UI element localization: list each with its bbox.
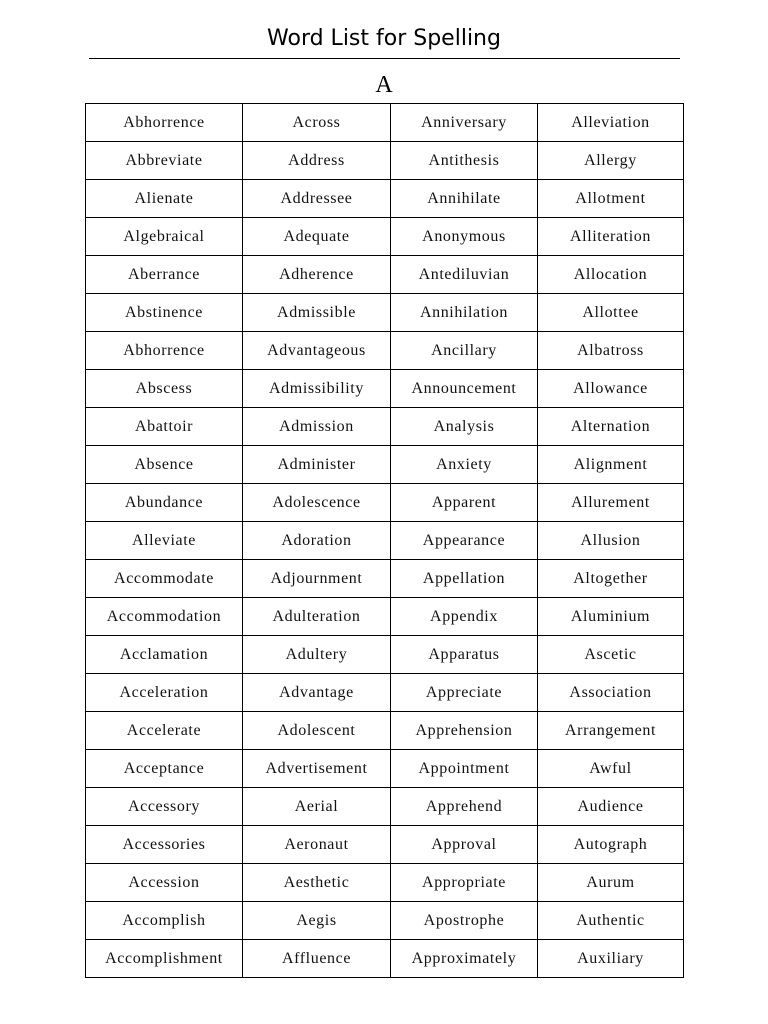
word-cell: Allurement <box>538 484 684 522</box>
word-cell: Ascetic <box>538 636 684 674</box>
word-cell: Alliteration <box>538 218 684 256</box>
word-cell: Antediluvian <box>391 256 538 294</box>
word-cell: Aberrance <box>86 256 243 294</box>
word-cell: Administer <box>243 446 391 484</box>
word-cell: Altogether <box>538 560 684 598</box>
word-cell: Admissible <box>243 294 391 332</box>
word-cell: Anonymous <box>391 218 538 256</box>
word-cell: Adequate <box>243 218 391 256</box>
table-row <box>86 408 684 446</box>
word-cell: Adultery <box>243 636 391 674</box>
word-cell: Acceptance <box>86 750 243 788</box>
word-cell: Admission <box>243 408 391 446</box>
word-cell: Address <box>243 142 391 180</box>
word-cell: Allergy <box>538 142 684 180</box>
word-cell: Aegis <box>243 902 391 940</box>
table-row <box>86 712 684 750</box>
word-cell: Awful <box>538 750 684 788</box>
word-cell: Apparent <box>391 484 538 522</box>
word-cell: Apparatus <box>391 636 538 674</box>
word-cell: Allotment <box>538 180 684 218</box>
word-cell: Alienate <box>86 180 243 218</box>
table-row <box>86 446 684 484</box>
table-row <box>86 560 684 598</box>
word-cell: Apostrophe <box>391 902 538 940</box>
word-cell: Annihilation <box>391 294 538 332</box>
word-cell: Accommodation <box>86 598 243 636</box>
word-cell: Advantageous <box>243 332 391 370</box>
word-cell: Admissibility <box>243 370 391 408</box>
table-row <box>86 902 684 940</box>
word-cell: Appreciate <box>391 674 538 712</box>
word-cell: Abundance <box>86 484 243 522</box>
word-cell: Autograph <box>538 826 684 864</box>
word-cell: Abattoir <box>86 408 243 446</box>
word-cell: Appendix <box>391 598 538 636</box>
word-cell: Alternation <box>538 408 684 446</box>
word-cell: Alleviate <box>86 522 243 560</box>
word-table <box>85 103 684 978</box>
word-cell: Accommodate <box>86 560 243 598</box>
word-cell: Acclamation <box>86 636 243 674</box>
table-row <box>86 180 684 218</box>
word-cell: Addressee <box>243 180 391 218</box>
word-cell: Approximately <box>391 940 538 978</box>
word-cell: Aluminium <box>538 598 684 636</box>
table-row <box>86 864 684 902</box>
word-cell: Accomplishment <box>86 940 243 978</box>
word-cell: Announcement <box>391 370 538 408</box>
word-cell: Abhorrence <box>86 332 243 370</box>
word-cell: Aeronaut <box>243 826 391 864</box>
word-cell: Aesthetic <box>243 864 391 902</box>
title-divider <box>89 58 680 59</box>
section-letter: A <box>375 72 393 98</box>
table-row <box>86 940 684 978</box>
table-row <box>86 598 684 636</box>
table-row <box>86 294 684 332</box>
word-cell: Appellation <box>391 560 538 598</box>
word-cell: Across <box>243 104 391 142</box>
word-cell: Allocation <box>538 256 684 294</box>
word-cell: Anniversary <box>391 104 538 142</box>
word-cell: Algebraical <box>86 218 243 256</box>
word-cell: Ancillary <box>391 332 538 370</box>
word-cell: Authentic <box>538 902 684 940</box>
word-cell: Adjournment <box>243 560 391 598</box>
word-cell: Allowance <box>538 370 684 408</box>
word-table-body <box>86 104 684 978</box>
word-cell: Adolescent <box>243 712 391 750</box>
table-row <box>86 256 684 294</box>
table-row <box>86 522 684 560</box>
word-cell: Acceleration <box>86 674 243 712</box>
word-cell: Accelerate <box>86 712 243 750</box>
word-cell: Audience <box>538 788 684 826</box>
word-cell: Aerial <box>243 788 391 826</box>
word-cell: Aurum <box>538 864 684 902</box>
word-cell: Abstinence <box>86 294 243 332</box>
word-cell: Adherence <box>243 256 391 294</box>
word-cell: Auxiliary <box>538 940 684 978</box>
word-cell: Apprehend <box>391 788 538 826</box>
word-cell: Accession <box>86 864 243 902</box>
word-cell: Appearance <box>391 522 538 560</box>
word-cell: Adulteration <box>243 598 391 636</box>
word-cell: Allottee <box>538 294 684 332</box>
word-cell: Appointment <box>391 750 538 788</box>
word-cell: Accessories <box>86 826 243 864</box>
page-title: Word List for Spelling <box>267 26 501 51</box>
word-cell: Analysis <box>391 408 538 446</box>
word-cell: Advertisement <box>243 750 391 788</box>
word-cell: Abhorrence <box>86 104 243 142</box>
word-cell: Arrangement <box>538 712 684 750</box>
word-cell: Absence <box>86 446 243 484</box>
table-row <box>86 370 684 408</box>
word-cell: Accessory <box>86 788 243 826</box>
table-row <box>86 332 684 370</box>
word-cell: Adoration <box>243 522 391 560</box>
word-cell: Annihilate <box>391 180 538 218</box>
word-cell: Affluence <box>243 940 391 978</box>
word-cell: Adolescence <box>243 484 391 522</box>
word-cell: Association <box>538 674 684 712</box>
table-row <box>86 674 684 712</box>
table-row <box>86 142 684 180</box>
word-cell: Approval <box>391 826 538 864</box>
table-row <box>86 826 684 864</box>
table-row <box>86 750 684 788</box>
table-row <box>86 484 684 522</box>
word-cell: Antithesis <box>391 142 538 180</box>
word-cell: Advantage <box>243 674 391 712</box>
word-cell: Abbreviate <box>86 142 243 180</box>
table-row <box>86 788 684 826</box>
word-cell: Accomplish <box>86 902 243 940</box>
table-row <box>86 218 684 256</box>
word-cell: Alignment <box>538 446 684 484</box>
word-cell: Allusion <box>538 522 684 560</box>
word-cell: Anxiety <box>391 446 538 484</box>
word-cell: Appropriate <box>391 864 538 902</box>
word-cell: Abscess <box>86 370 243 408</box>
word-cell: Apprehension <box>391 712 538 750</box>
table-row <box>86 104 684 142</box>
word-cell: Albatross <box>538 332 684 370</box>
table-row <box>86 636 684 674</box>
word-cell: Alleviation <box>538 104 684 142</box>
